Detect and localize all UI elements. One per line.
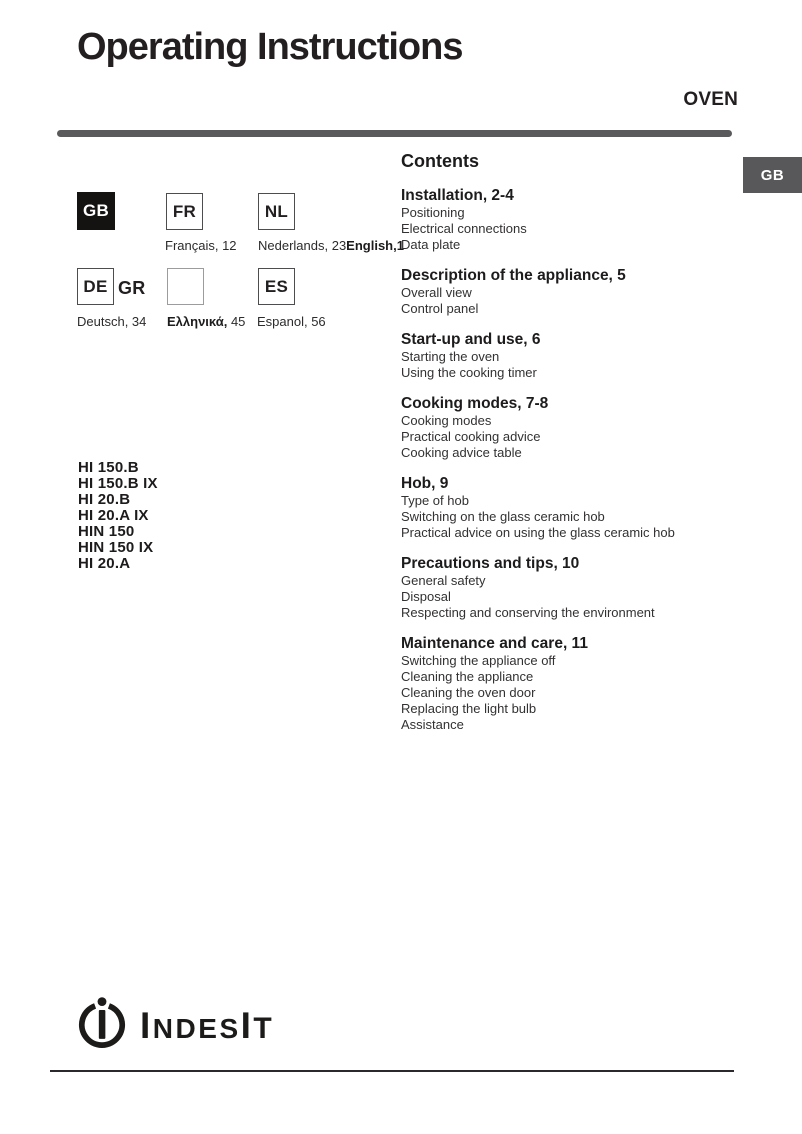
section-title: Installation, 2-4 <box>401 187 514 204</box>
section-item: Type of hob <box>401 493 469 508</box>
model-item: HI 20.A <box>78 555 131 572</box>
header-divider-bar <box>57 130 732 137</box>
lang-box-de <box>77 268 114 305</box>
contents-heading: Contents <box>401 151 479 171</box>
lang-box-nl <box>258 193 295 230</box>
lang-label-de: Deutsch, 34 <box>77 314 147 329</box>
section-title: Precautions and tips, 10 <box>401 555 580 572</box>
indesit-logo-icon <box>77 994 127 1050</box>
model-item: HIN 150 IX <box>78 539 154 556</box>
lang-label-english-inline: English,1 <box>346 238 404 253</box>
section-item: Cleaning the appliance <box>401 669 534 684</box>
section-item: Starting the oven <box>401 349 500 364</box>
section-item: Assistance <box>401 717 464 732</box>
model-item: HIN 150 <box>78 523 135 540</box>
lang-label-gr <box>167 314 245 329</box>
lang-label-es: Espanol, 56 <box>257 314 326 329</box>
section-title: Start-up and use, 6 <box>401 331 541 348</box>
side-tab-label: GB <box>760 166 785 184</box>
section-item: Using the cooking timer <box>401 365 537 380</box>
appliance-type-label: OVEN <box>683 89 738 110</box>
section-title: Maintenance and care, 11 <box>401 635 588 652</box>
contents <box>401 151 731 746</box>
model-item: HI 20.A IX <box>78 507 149 524</box>
lang-code-de: DE <box>83 276 108 296</box>
section-item: Disposal <box>401 589 451 604</box>
lang-box-empty <box>167 268 204 305</box>
contents-section <box>401 330 731 381</box>
contents-section <box>401 394 731 461</box>
section-item: Cooking modes <box>401 413 492 428</box>
section-item: Overall view <box>401 285 472 300</box>
model-list <box>78 460 158 572</box>
page-title: Operating Instructions <box>77 26 463 68</box>
model-item: HI 20.B <box>78 491 131 508</box>
contents-sections <box>401 186 731 733</box>
lang-label-gr-bold: Ελληνικά, <box>167 314 228 329</box>
model-item: HI 150.B <box>78 459 139 476</box>
section-item: Data plate <box>401 237 461 252</box>
section-item: Cleaning the oven door <box>401 685 536 700</box>
footer-divider <box>50 1070 734 1072</box>
model-item: HI 150.B IX <box>78 475 158 492</box>
lang-code-gr-adjacent: GR <box>118 278 146 298</box>
lang-label-gr-page: 45 <box>227 314 246 329</box>
contents-section <box>401 634 731 733</box>
lang-code-gb: GB <box>82 201 110 220</box>
section-item: Replacing the light bulb <box>401 701 537 716</box>
brand-logo <box>77 994 274 1050</box>
lang-label-nl <box>258 238 404 253</box>
contents-section <box>401 186 731 253</box>
lang-label-fr: Français, 12 <box>165 238 237 253</box>
language-side-tab <box>743 157 802 193</box>
lang-box-fr <box>166 193 203 230</box>
section-item: Switching the appliance off <box>401 653 556 668</box>
section-item: Control panel <box>401 301 479 316</box>
lang-code-fr: FR <box>172 201 197 221</box>
section-item: Electrical connections <box>401 221 527 236</box>
section-title: Hob, 9 <box>401 475 449 492</box>
logo-letter: I <box>240 1005 254 1046</box>
lang-box-gb <box>77 192 115 230</box>
section-item: Positioning <box>401 205 465 220</box>
logo-letter: T <box>253 1012 275 1045</box>
section-item: General safety <box>401 573 486 588</box>
lang-code-es: ES <box>264 276 289 296</box>
logo-letter: D <box>175 1013 199 1044</box>
language-selection <box>77 192 407 352</box>
contents-section <box>401 554 731 621</box>
logo-wordmark <box>140 1007 274 1050</box>
section-item: Switching on the glass ceramic hob <box>401 509 605 524</box>
section-title: Description of the appliance, 5 <box>401 267 626 284</box>
logo-letter: E <box>198 1013 220 1044</box>
lang-label-nl-text: Nederlands, 23 <box>258 238 347 253</box>
logo-letter: S <box>219 1013 241 1044</box>
section-item: Practical cooking advice <box>401 429 541 444</box>
contents-section <box>401 266 731 317</box>
section-title: Cooking modes, 7-8 <box>401 395 549 412</box>
section-item: Respecting and conserving the environment <box>401 605 655 620</box>
lang-box-es <box>258 268 295 305</box>
logo-letter: I <box>140 1005 153 1046</box>
logo-letter: N <box>152 1013 176 1044</box>
section-item: Practical advice on using the glass ceramic hob <box>401 525 675 540</box>
section-item: Cooking advice table <box>401 445 522 460</box>
lang-code-nl: NL <box>264 201 289 221</box>
contents-section <box>401 474 731 541</box>
